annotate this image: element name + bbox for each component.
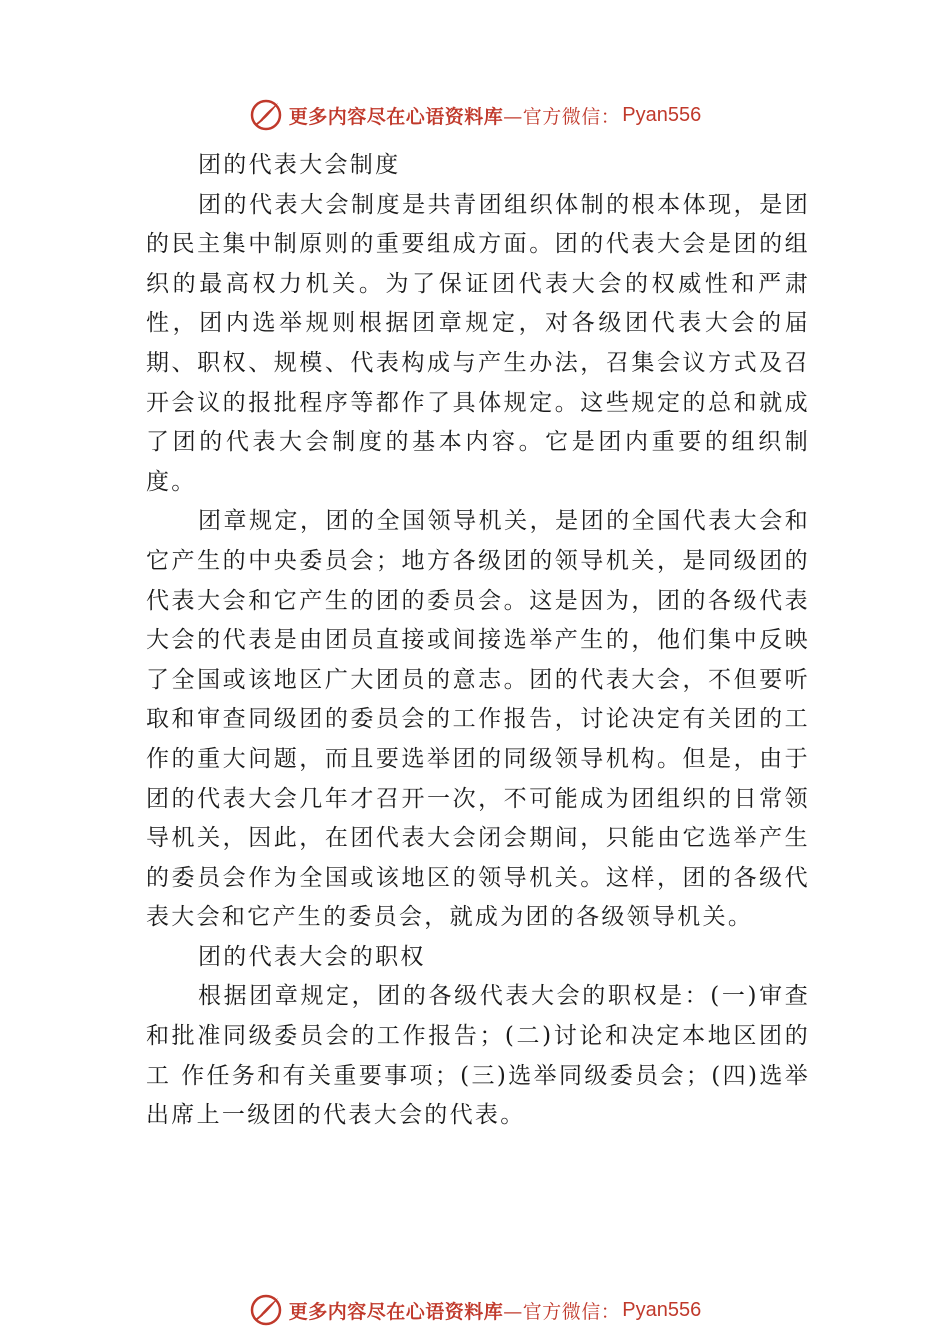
quill-pen-icon (249, 1293, 283, 1327)
banner-brand-text: 更多内容尽在心语资料库 (288, 105, 504, 128)
header-banner (0, 95, 950, 135)
banner-brand-text: 更多内容尽在心语资料库 (288, 1300, 504, 1323)
banner-contact-text: Pyan556 (622, 103, 702, 126)
section-heading-system: 团的代表大会制度 (198, 152, 401, 178)
document-body (146, 146, 810, 1136)
footer-banner (0, 1290, 950, 1330)
paragraph-system-overview: 团的代表大会制度是共青团组织体制的根本体现，是团的民主集中制原则的重要组成方面。团的代表大会是团的组织的最高权力机关。为了保证团代表大会的权威性和严肃性，团内选举规则根据团章规定，对各级团代表大会的届期、职权、规模、代表构成与产生办法，召集会议方式及召开会议的报批程序等都作了具体规定。这些规定的总和就成了团的代表大会制度的基本内容。它是团内重要的组织制度。 (146, 191, 810, 495)
section-heading-powers: 团的代表大会的职权 (198, 943, 426, 970)
quill-pen-icon (249, 98, 283, 132)
banner-separator-text: —官方微信： (503, 1300, 621, 1323)
paragraph-leadership-organs: 团章规定，团的全国领导机关，是团的全国代表大会和它产生的中央委员会；地方各级团的领导机关，是同级团的代表大会和它产生的团的委员会。这是因为，团的各级代表大会的代表是由团员直接或间接选举产生的，他们集中反映了全国或该地区广大团员的意志。团的代表大会，不但要听取和审查同级团的委员会的工作报告，讨论决定有关团的工作的重大问题，而且要选举团的同级领导机构。但是，由于 团的代表大会几年才召开一次，不可能成为团组织的日常领导机关，因此，在团代表大会闭会期间，只能由它选举产生 的委员会作为全国或该地区的领导机关。这样，团的各级代表大会和它产生的委员会，就成为团的各级领导机关。 (146, 508, 810, 931)
banner-contact-text: Pyan556 (622, 1298, 702, 1321)
banner-separator-text: —官方微信： (503, 105, 621, 128)
paragraph-powers-list: 根据团章规定，团的各级代表大会的职权是：(一)审查和批准同级委员会的工作报告；(二)讨论和决定本地区团的工 作任务和有关重要事项；(三)选举同级委员会；(四)选举出席上一级团的代表大会的代表。 (146, 983, 810, 1129)
